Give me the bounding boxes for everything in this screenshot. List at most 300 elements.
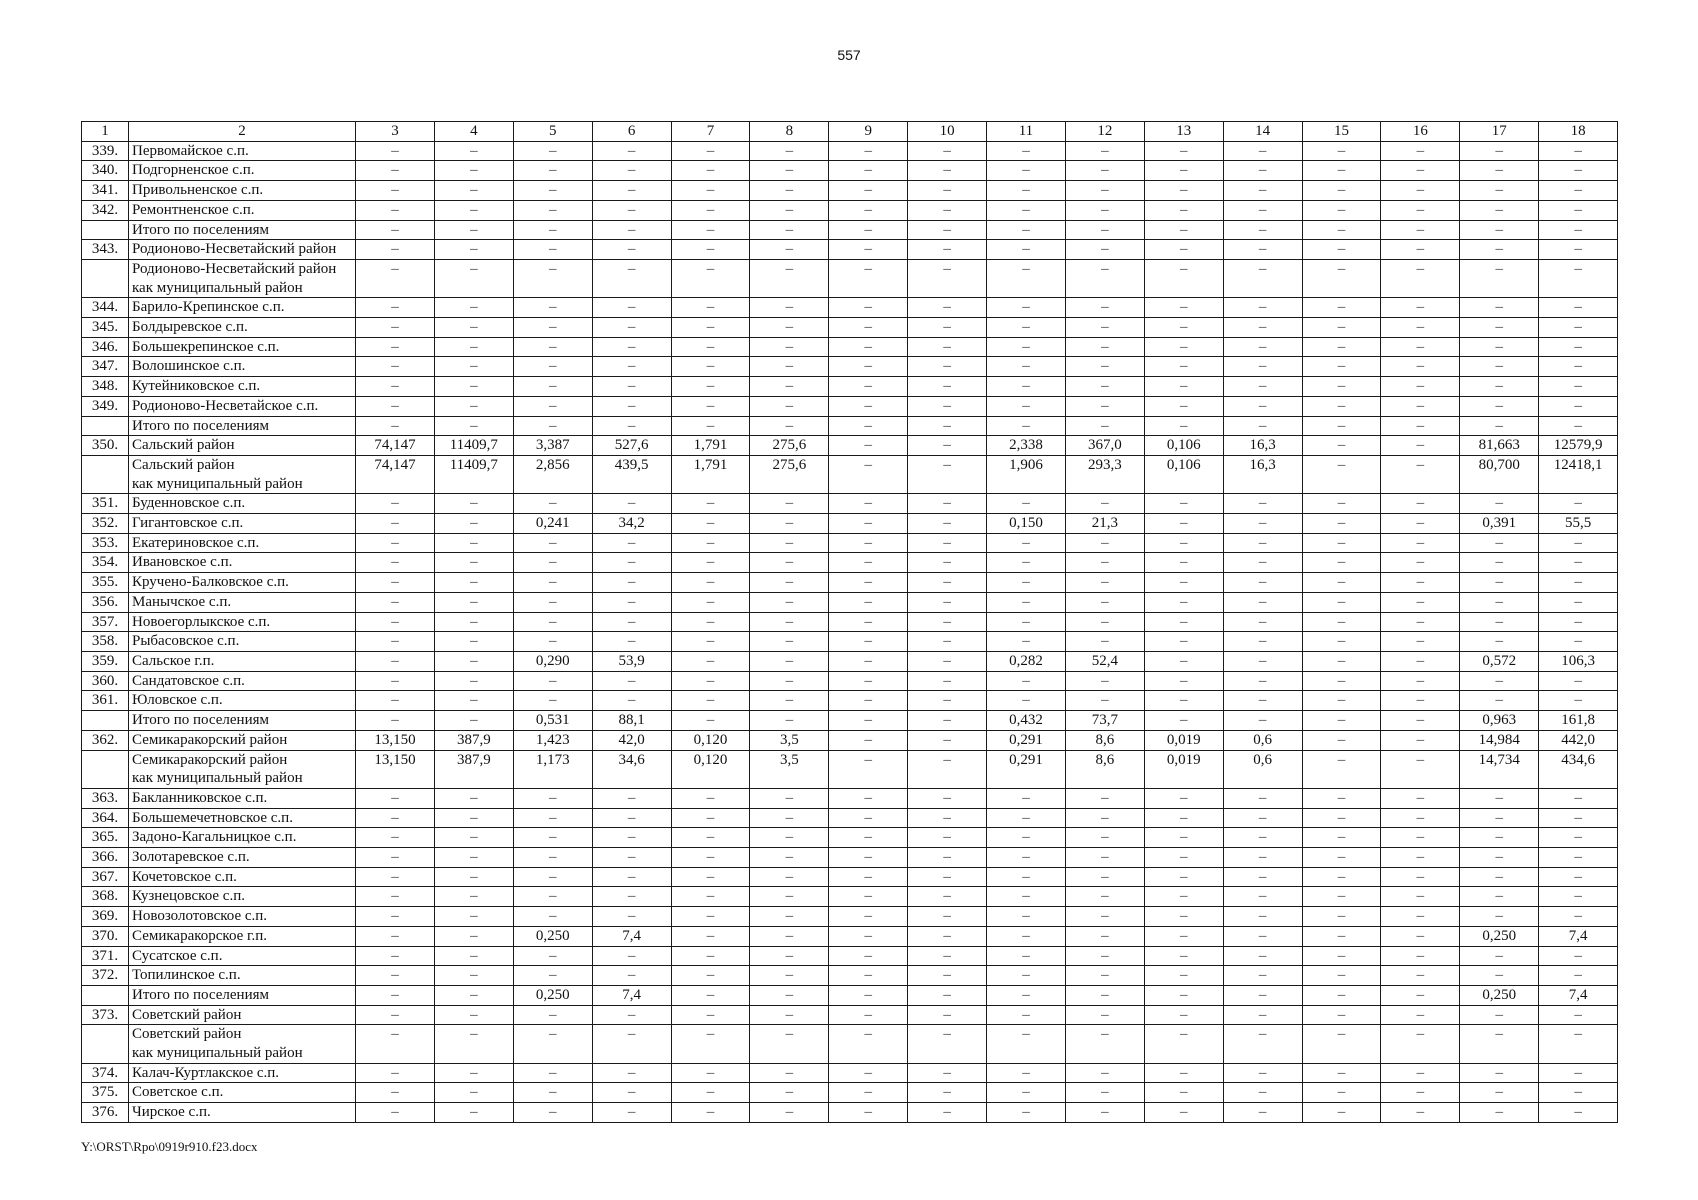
value-cell-col-5: 1,423 bbox=[513, 730, 592, 750]
value-cell-col-6: – bbox=[592, 357, 671, 377]
value-cell-col-3: – bbox=[356, 808, 435, 828]
value-cell-col-10: – bbox=[908, 946, 987, 966]
value-cell-col-3: – bbox=[356, 514, 435, 534]
value-cell-col-18: – bbox=[1539, 553, 1618, 573]
value-cell-col-14: – bbox=[1223, 220, 1302, 240]
value-cell-col-14: – bbox=[1223, 396, 1302, 416]
value-cell-col-9: – bbox=[829, 455, 908, 493]
value-cell-col-11: – bbox=[987, 240, 1066, 260]
value-cell-col-18: – bbox=[1539, 788, 1618, 808]
table-row bbox=[82, 533, 1618, 553]
value-cell-col-13: – bbox=[1144, 1025, 1223, 1063]
value-cell-col-9: – bbox=[829, 966, 908, 986]
value-cell-col-5: – bbox=[513, 220, 592, 240]
row-name: Советский район bbox=[129, 1005, 356, 1025]
value-cell-col-15: – bbox=[1302, 867, 1381, 887]
value-cell-col-12: – bbox=[1065, 612, 1144, 632]
value-cell-col-16: – bbox=[1381, 946, 1460, 966]
table-row bbox=[82, 200, 1618, 220]
value-cell-col-18: 442,0 bbox=[1539, 730, 1618, 750]
row-name: Большекрепинское с.п. bbox=[129, 337, 356, 357]
value-cell-col-3: – bbox=[356, 985, 435, 1005]
value-cell-col-9: – bbox=[829, 220, 908, 240]
value-cell-col-4: – bbox=[434, 1005, 513, 1025]
value-cell-col-16: – bbox=[1381, 337, 1460, 357]
value-cell-col-9: – bbox=[829, 357, 908, 377]
value-cell-col-6: – bbox=[592, 240, 671, 260]
value-cell-col-15: – bbox=[1302, 494, 1381, 514]
value-cell-col-10: – bbox=[908, 337, 987, 357]
value-cell-col-18: 7,4 bbox=[1539, 985, 1618, 1005]
value-cell-col-14: – bbox=[1223, 651, 1302, 671]
value-cell-col-16: – bbox=[1381, 730, 1460, 750]
value-cell-col-12: – bbox=[1065, 848, 1144, 868]
row-number: 372. bbox=[82, 966, 129, 986]
value-cell-col-15: – bbox=[1302, 1005, 1381, 1025]
row-number: 341. bbox=[82, 181, 129, 201]
value-cell-col-5: – bbox=[513, 808, 592, 828]
value-cell-col-16: – bbox=[1381, 691, 1460, 711]
value-cell-col-7: – bbox=[671, 573, 750, 593]
value-cell-col-8: – bbox=[750, 161, 829, 181]
value-cell-col-9: – bbox=[829, 867, 908, 887]
value-cell-col-13: – bbox=[1144, 867, 1223, 887]
value-cell-col-9: – bbox=[829, 377, 908, 397]
value-cell-col-8: – bbox=[750, 926, 829, 946]
value-cell-col-14: 16,3 bbox=[1223, 436, 1302, 456]
value-cell-col-13: – bbox=[1144, 691, 1223, 711]
value-cell-col-13: – bbox=[1144, 946, 1223, 966]
value-cell-col-6: – bbox=[592, 592, 671, 612]
value-cell-col-17: – bbox=[1460, 828, 1539, 848]
value-cell-col-17: 0,250 bbox=[1460, 926, 1539, 946]
value-cell-col-7: – bbox=[671, 533, 750, 553]
value-cell-col-6: – bbox=[592, 808, 671, 828]
table-row bbox=[82, 1063, 1618, 1083]
value-cell-col-13: – bbox=[1144, 141, 1223, 161]
value-cell-col-4: – bbox=[434, 494, 513, 514]
table-row bbox=[82, 357, 1618, 377]
value-cell-col-16: – bbox=[1381, 455, 1460, 493]
table-row bbox=[82, 788, 1618, 808]
value-cell-col-5: – bbox=[513, 553, 592, 573]
value-cell-col-16: – bbox=[1381, 240, 1460, 260]
table-row bbox=[82, 907, 1618, 927]
value-cell-col-9: – bbox=[829, 533, 908, 553]
value-cell-col-9: – bbox=[829, 337, 908, 357]
value-cell-col-11: – bbox=[987, 887, 1066, 907]
header-cell-col-11: 11 bbox=[987, 122, 1066, 142]
value-cell-col-13: – bbox=[1144, 573, 1223, 593]
value-cell-col-16: – bbox=[1381, 181, 1460, 201]
value-cell-col-8: 3,5 bbox=[750, 730, 829, 750]
value-cell-col-17: – bbox=[1460, 632, 1539, 652]
value-cell-col-3: – bbox=[356, 711, 435, 731]
row-name: Сальское г.п. bbox=[129, 651, 356, 671]
value-cell-col-6: – bbox=[592, 200, 671, 220]
page-number: 557 bbox=[837, 47, 861, 63]
value-cell-col-10: – bbox=[908, 867, 987, 887]
value-cell-col-6: 88,1 bbox=[592, 711, 671, 731]
table-row bbox=[82, 985, 1618, 1005]
value-cell-col-15: – bbox=[1302, 200, 1381, 220]
value-cell-col-13: – bbox=[1144, 337, 1223, 357]
value-cell-col-11: – bbox=[987, 867, 1066, 887]
value-cell-col-13: – bbox=[1144, 985, 1223, 1005]
value-cell-col-16: – bbox=[1381, 632, 1460, 652]
value-cell-col-10: – bbox=[908, 750, 987, 788]
value-cell-col-13: – bbox=[1144, 396, 1223, 416]
value-cell-col-8: – bbox=[750, 867, 829, 887]
value-cell-col-18: 434,6 bbox=[1539, 750, 1618, 788]
value-cell-col-5: – bbox=[513, 240, 592, 260]
header-cell-col-17: 17 bbox=[1460, 122, 1539, 142]
value-cell-col-17: – bbox=[1460, 788, 1539, 808]
table-row bbox=[82, 926, 1618, 946]
value-cell-col-18: – bbox=[1539, 1025, 1618, 1063]
value-cell-col-18: – bbox=[1539, 867, 1618, 887]
value-cell-col-3: – bbox=[356, 1005, 435, 1025]
value-cell-col-16: – bbox=[1381, 907, 1460, 927]
value-cell-col-7: – bbox=[671, 828, 750, 848]
value-cell-col-5: – bbox=[513, 867, 592, 887]
value-cell-col-13: – bbox=[1144, 1005, 1223, 1025]
value-cell-col-16: – bbox=[1381, 1025, 1460, 1063]
row-name: Первомайское с.п. bbox=[129, 141, 356, 161]
value-cell-col-18: – bbox=[1539, 907, 1618, 927]
value-cell-col-7: – bbox=[671, 1005, 750, 1025]
value-cell-col-13: – bbox=[1144, 788, 1223, 808]
value-cell-col-15: – bbox=[1302, 887, 1381, 907]
value-cell-col-10: – bbox=[908, 553, 987, 573]
row-name: Кутейниковское с.п. bbox=[129, 377, 356, 397]
value-cell-col-14: – bbox=[1223, 494, 1302, 514]
value-cell-col-12: – bbox=[1065, 573, 1144, 593]
value-cell-col-10: – bbox=[908, 514, 987, 534]
value-cell-col-18: – bbox=[1539, 592, 1618, 612]
value-cell-col-4: – bbox=[434, 161, 513, 181]
value-cell-col-3: 74,147 bbox=[356, 455, 435, 493]
row-name: Золотаревское с.п. bbox=[129, 848, 356, 868]
value-cell-col-4: – bbox=[434, 416, 513, 436]
value-cell-col-17: 81,663 bbox=[1460, 436, 1539, 456]
value-cell-col-15: – bbox=[1302, 808, 1381, 828]
value-cell-col-12: – bbox=[1065, 985, 1144, 1005]
value-cell-col-4: – bbox=[434, 828, 513, 848]
value-cell-col-8: – bbox=[750, 691, 829, 711]
value-cell-col-18: – bbox=[1539, 573, 1618, 593]
value-cell-col-3: – bbox=[356, 671, 435, 691]
row-number bbox=[82, 750, 129, 788]
row-name: Итого по поселениям bbox=[129, 711, 356, 731]
row-name: Семикаракорский район как муниципальный район bbox=[129, 750, 356, 788]
value-cell-col-10: – bbox=[908, 1063, 987, 1083]
table-row bbox=[82, 181, 1618, 201]
row-name: Манычское с.п. bbox=[129, 592, 356, 612]
row-number: 361. bbox=[82, 691, 129, 711]
value-cell-col-9: – bbox=[829, 318, 908, 338]
value-cell-col-3: – bbox=[356, 494, 435, 514]
row-number bbox=[82, 416, 129, 436]
value-cell-col-16: – bbox=[1381, 514, 1460, 534]
value-cell-col-11: – bbox=[987, 533, 1066, 553]
value-cell-col-17: 0,572 bbox=[1460, 651, 1539, 671]
value-cell-col-18: – bbox=[1539, 1083, 1618, 1103]
value-cell-col-6: – bbox=[592, 259, 671, 297]
value-cell-col-17: – bbox=[1460, 396, 1539, 416]
row-name: Бакланниковское с.п. bbox=[129, 788, 356, 808]
value-cell-col-11: – bbox=[987, 220, 1066, 240]
row-name: Кузнецовское с.п. bbox=[129, 887, 356, 907]
value-cell-col-9: – bbox=[829, 436, 908, 456]
row-number: 360. bbox=[82, 671, 129, 691]
row-number bbox=[82, 455, 129, 493]
value-cell-col-4: – bbox=[434, 1025, 513, 1063]
value-cell-col-12: – bbox=[1065, 1103, 1144, 1123]
value-cell-col-5: 3,387 bbox=[513, 436, 592, 456]
value-cell-col-13: – bbox=[1144, 1103, 1223, 1123]
value-cell-col-13: – bbox=[1144, 298, 1223, 318]
value-cell-col-5: 0,250 bbox=[513, 985, 592, 1005]
value-cell-col-15: – bbox=[1302, 907, 1381, 927]
value-cell-col-9: – bbox=[829, 828, 908, 848]
value-cell-col-7: – bbox=[671, 181, 750, 201]
value-cell-col-3: – bbox=[356, 200, 435, 220]
value-cell-col-4: – bbox=[434, 200, 513, 220]
value-cell-col-4: – bbox=[434, 788, 513, 808]
value-cell-col-3: – bbox=[356, 1025, 435, 1063]
row-name: Сандатовское с.п. bbox=[129, 671, 356, 691]
value-cell-col-4: – bbox=[434, 298, 513, 318]
value-cell-col-4: – bbox=[434, 1103, 513, 1123]
value-cell-col-4: – bbox=[434, 141, 513, 161]
value-cell-col-18: 55,5 bbox=[1539, 514, 1618, 534]
value-cell-col-3: – bbox=[356, 337, 435, 357]
value-cell-col-10: – bbox=[908, 141, 987, 161]
value-cell-col-8: 275,6 bbox=[750, 436, 829, 456]
value-cell-col-12: 8,6 bbox=[1065, 730, 1144, 750]
value-cell-col-7: – bbox=[671, 691, 750, 711]
value-cell-col-8: – bbox=[750, 553, 829, 573]
value-cell-col-8: – bbox=[750, 966, 829, 986]
value-cell-col-8: – bbox=[750, 1063, 829, 1083]
header-cell-col-3: 3 bbox=[356, 122, 435, 142]
row-name: Большемечетновское с.п. bbox=[129, 808, 356, 828]
value-cell-col-4: – bbox=[434, 966, 513, 986]
value-cell-col-10: – bbox=[908, 396, 987, 416]
value-cell-col-7: – bbox=[671, 298, 750, 318]
value-cell-col-6: – bbox=[592, 966, 671, 986]
value-cell-col-3: – bbox=[356, 612, 435, 632]
value-cell-col-11: 0,291 bbox=[987, 750, 1066, 788]
value-cell-col-10: – bbox=[908, 788, 987, 808]
value-cell-col-13: – bbox=[1144, 848, 1223, 868]
value-cell-col-15: – bbox=[1302, 553, 1381, 573]
value-cell-col-9: – bbox=[829, 573, 908, 593]
value-cell-col-18: – bbox=[1539, 161, 1618, 181]
value-cell-col-14: – bbox=[1223, 887, 1302, 907]
value-cell-col-14: – bbox=[1223, 926, 1302, 946]
value-cell-col-3: 74,147 bbox=[356, 436, 435, 456]
value-cell-col-13: – bbox=[1144, 181, 1223, 201]
table-row bbox=[82, 946, 1618, 966]
row-number: 359. bbox=[82, 651, 129, 671]
value-cell-col-16: – bbox=[1381, 161, 1460, 181]
value-cell-col-5: 0,531 bbox=[513, 711, 592, 731]
value-cell-col-11: 0,150 bbox=[987, 514, 1066, 534]
value-cell-col-16: – bbox=[1381, 220, 1460, 240]
value-cell-col-14: – bbox=[1223, 1103, 1302, 1123]
value-cell-col-12: – bbox=[1065, 887, 1144, 907]
row-name: Итого по поселениям bbox=[129, 985, 356, 1005]
value-cell-col-15: – bbox=[1302, 259, 1381, 297]
value-cell-col-14: – bbox=[1223, 318, 1302, 338]
value-cell-col-3: – bbox=[356, 533, 435, 553]
value-cell-col-4: – bbox=[434, 632, 513, 652]
value-cell-col-10: – bbox=[908, 436, 987, 456]
value-cell-col-6: – bbox=[592, 220, 671, 240]
value-cell-col-17: – bbox=[1460, 1083, 1539, 1103]
value-cell-col-11: – bbox=[987, 848, 1066, 868]
value-cell-col-15: – bbox=[1302, 514, 1381, 534]
value-cell-col-16: – bbox=[1381, 553, 1460, 573]
value-cell-col-17: – bbox=[1460, 220, 1539, 240]
value-cell-col-9: – bbox=[829, 985, 908, 1005]
value-cell-col-18: – bbox=[1539, 318, 1618, 338]
value-cell-col-3: – bbox=[356, 377, 435, 397]
value-cell-col-15: – bbox=[1302, 396, 1381, 416]
value-cell-col-11: – bbox=[987, 318, 1066, 338]
value-cell-col-10: – bbox=[908, 985, 987, 1005]
value-cell-col-3: – bbox=[356, 141, 435, 161]
value-cell-col-8: – bbox=[750, 318, 829, 338]
value-cell-col-7: – bbox=[671, 887, 750, 907]
value-cell-col-6: 439,5 bbox=[592, 455, 671, 493]
value-cell-col-18: 7,4 bbox=[1539, 926, 1618, 946]
value-cell-col-17: – bbox=[1460, 259, 1539, 297]
value-cell-col-3: – bbox=[356, 828, 435, 848]
value-cell-col-14: – bbox=[1223, 161, 1302, 181]
table-row bbox=[82, 632, 1618, 652]
value-cell-col-17: 0,250 bbox=[1460, 985, 1539, 1005]
value-cell-col-18: – bbox=[1539, 141, 1618, 161]
table-row bbox=[82, 711, 1618, 731]
value-cell-col-11: – bbox=[987, 926, 1066, 946]
value-cell-col-18: – bbox=[1539, 396, 1618, 416]
row-name: Задоно-Кагальницкое с.п. bbox=[129, 828, 356, 848]
value-cell-col-14: 0,6 bbox=[1223, 750, 1302, 788]
value-cell-col-3: – bbox=[356, 848, 435, 868]
table-row bbox=[82, 494, 1618, 514]
value-cell-col-14: – bbox=[1223, 867, 1302, 887]
value-cell-col-16: – bbox=[1381, 259, 1460, 297]
value-cell-col-7: – bbox=[671, 1025, 750, 1063]
value-cell-col-13: – bbox=[1144, 926, 1223, 946]
value-cell-col-18: – bbox=[1539, 298, 1618, 318]
row-number: 342. bbox=[82, 200, 129, 220]
value-cell-col-18: – bbox=[1539, 337, 1618, 357]
row-number: 368. bbox=[82, 887, 129, 907]
value-cell-col-8: – bbox=[750, 573, 829, 593]
value-cell-col-3: – bbox=[356, 887, 435, 907]
value-cell-col-5: 0,241 bbox=[513, 514, 592, 534]
value-cell-col-12: – bbox=[1065, 533, 1144, 553]
value-cell-col-10: – bbox=[908, 848, 987, 868]
value-cell-col-17: 0,391 bbox=[1460, 514, 1539, 534]
value-cell-col-10: – bbox=[908, 357, 987, 377]
value-cell-col-17: – bbox=[1460, 200, 1539, 220]
value-cell-col-9: – bbox=[829, 298, 908, 318]
value-cell-col-7: – bbox=[671, 357, 750, 377]
value-cell-col-8: – bbox=[750, 514, 829, 534]
value-cell-col-10: – bbox=[908, 533, 987, 553]
value-cell-col-7: – bbox=[671, 494, 750, 514]
value-cell-col-3: – bbox=[356, 651, 435, 671]
value-cell-col-7: – bbox=[671, 651, 750, 671]
value-cell-col-7: – bbox=[671, 220, 750, 240]
value-cell-col-16: – bbox=[1381, 867, 1460, 887]
value-cell-col-11: – bbox=[987, 907, 1066, 927]
value-cell-col-3: – bbox=[356, 788, 435, 808]
value-cell-col-7: – bbox=[671, 240, 750, 260]
value-cell-col-15: – bbox=[1302, 711, 1381, 731]
value-cell-col-12: – bbox=[1065, 966, 1144, 986]
value-cell-col-11: – bbox=[987, 788, 1066, 808]
value-cell-col-13: – bbox=[1144, 887, 1223, 907]
value-cell-col-3: – bbox=[356, 259, 435, 297]
value-cell-col-10: – bbox=[908, 671, 987, 691]
value-cell-col-9: – bbox=[829, 416, 908, 436]
row-name: Родионово-Несветайское с.п. bbox=[129, 396, 356, 416]
value-cell-col-11: – bbox=[987, 553, 1066, 573]
value-cell-col-3: – bbox=[356, 396, 435, 416]
value-cell-col-5: 1,173 bbox=[513, 750, 592, 788]
row-number: 354. bbox=[82, 553, 129, 573]
row-name: Кручено-Балковское с.п. bbox=[129, 573, 356, 593]
value-cell-col-15: – bbox=[1302, 181, 1381, 201]
value-cell-col-13: – bbox=[1144, 612, 1223, 632]
table-row bbox=[82, 337, 1618, 357]
value-cell-col-9: – bbox=[829, 711, 908, 731]
value-cell-col-6: 42,0 bbox=[592, 730, 671, 750]
row-name: Родионово-Несветайский район как муниципальный район bbox=[129, 259, 356, 297]
value-cell-col-11: – bbox=[987, 946, 1066, 966]
table-row bbox=[82, 298, 1618, 318]
value-cell-col-15: – bbox=[1302, 1063, 1381, 1083]
value-cell-col-4: – bbox=[434, 691, 513, 711]
value-cell-col-10: – bbox=[908, 377, 987, 397]
value-cell-col-3: – bbox=[356, 181, 435, 201]
value-cell-col-16: – bbox=[1381, 750, 1460, 788]
value-cell-col-11: 1,906 bbox=[987, 455, 1066, 493]
value-cell-col-13: – bbox=[1144, 966, 1223, 986]
value-cell-col-12: – bbox=[1065, 1083, 1144, 1103]
value-cell-col-7: – bbox=[671, 1083, 750, 1103]
value-cell-col-7: – bbox=[671, 1103, 750, 1123]
value-cell-col-15: – bbox=[1302, 671, 1381, 691]
row-number: 353. bbox=[82, 533, 129, 553]
value-cell-col-12: – bbox=[1065, 161, 1144, 181]
table-row bbox=[82, 318, 1618, 338]
value-cell-col-5: 0,290 bbox=[513, 651, 592, 671]
value-cell-col-15: – bbox=[1302, 573, 1381, 593]
value-cell-col-16: – bbox=[1381, 592, 1460, 612]
value-cell-col-8: – bbox=[750, 1025, 829, 1063]
value-cell-col-7: – bbox=[671, 966, 750, 986]
value-cell-col-4: – bbox=[434, 808, 513, 828]
value-cell-col-14: – bbox=[1223, 848, 1302, 868]
value-cell-col-13: – bbox=[1144, 416, 1223, 436]
